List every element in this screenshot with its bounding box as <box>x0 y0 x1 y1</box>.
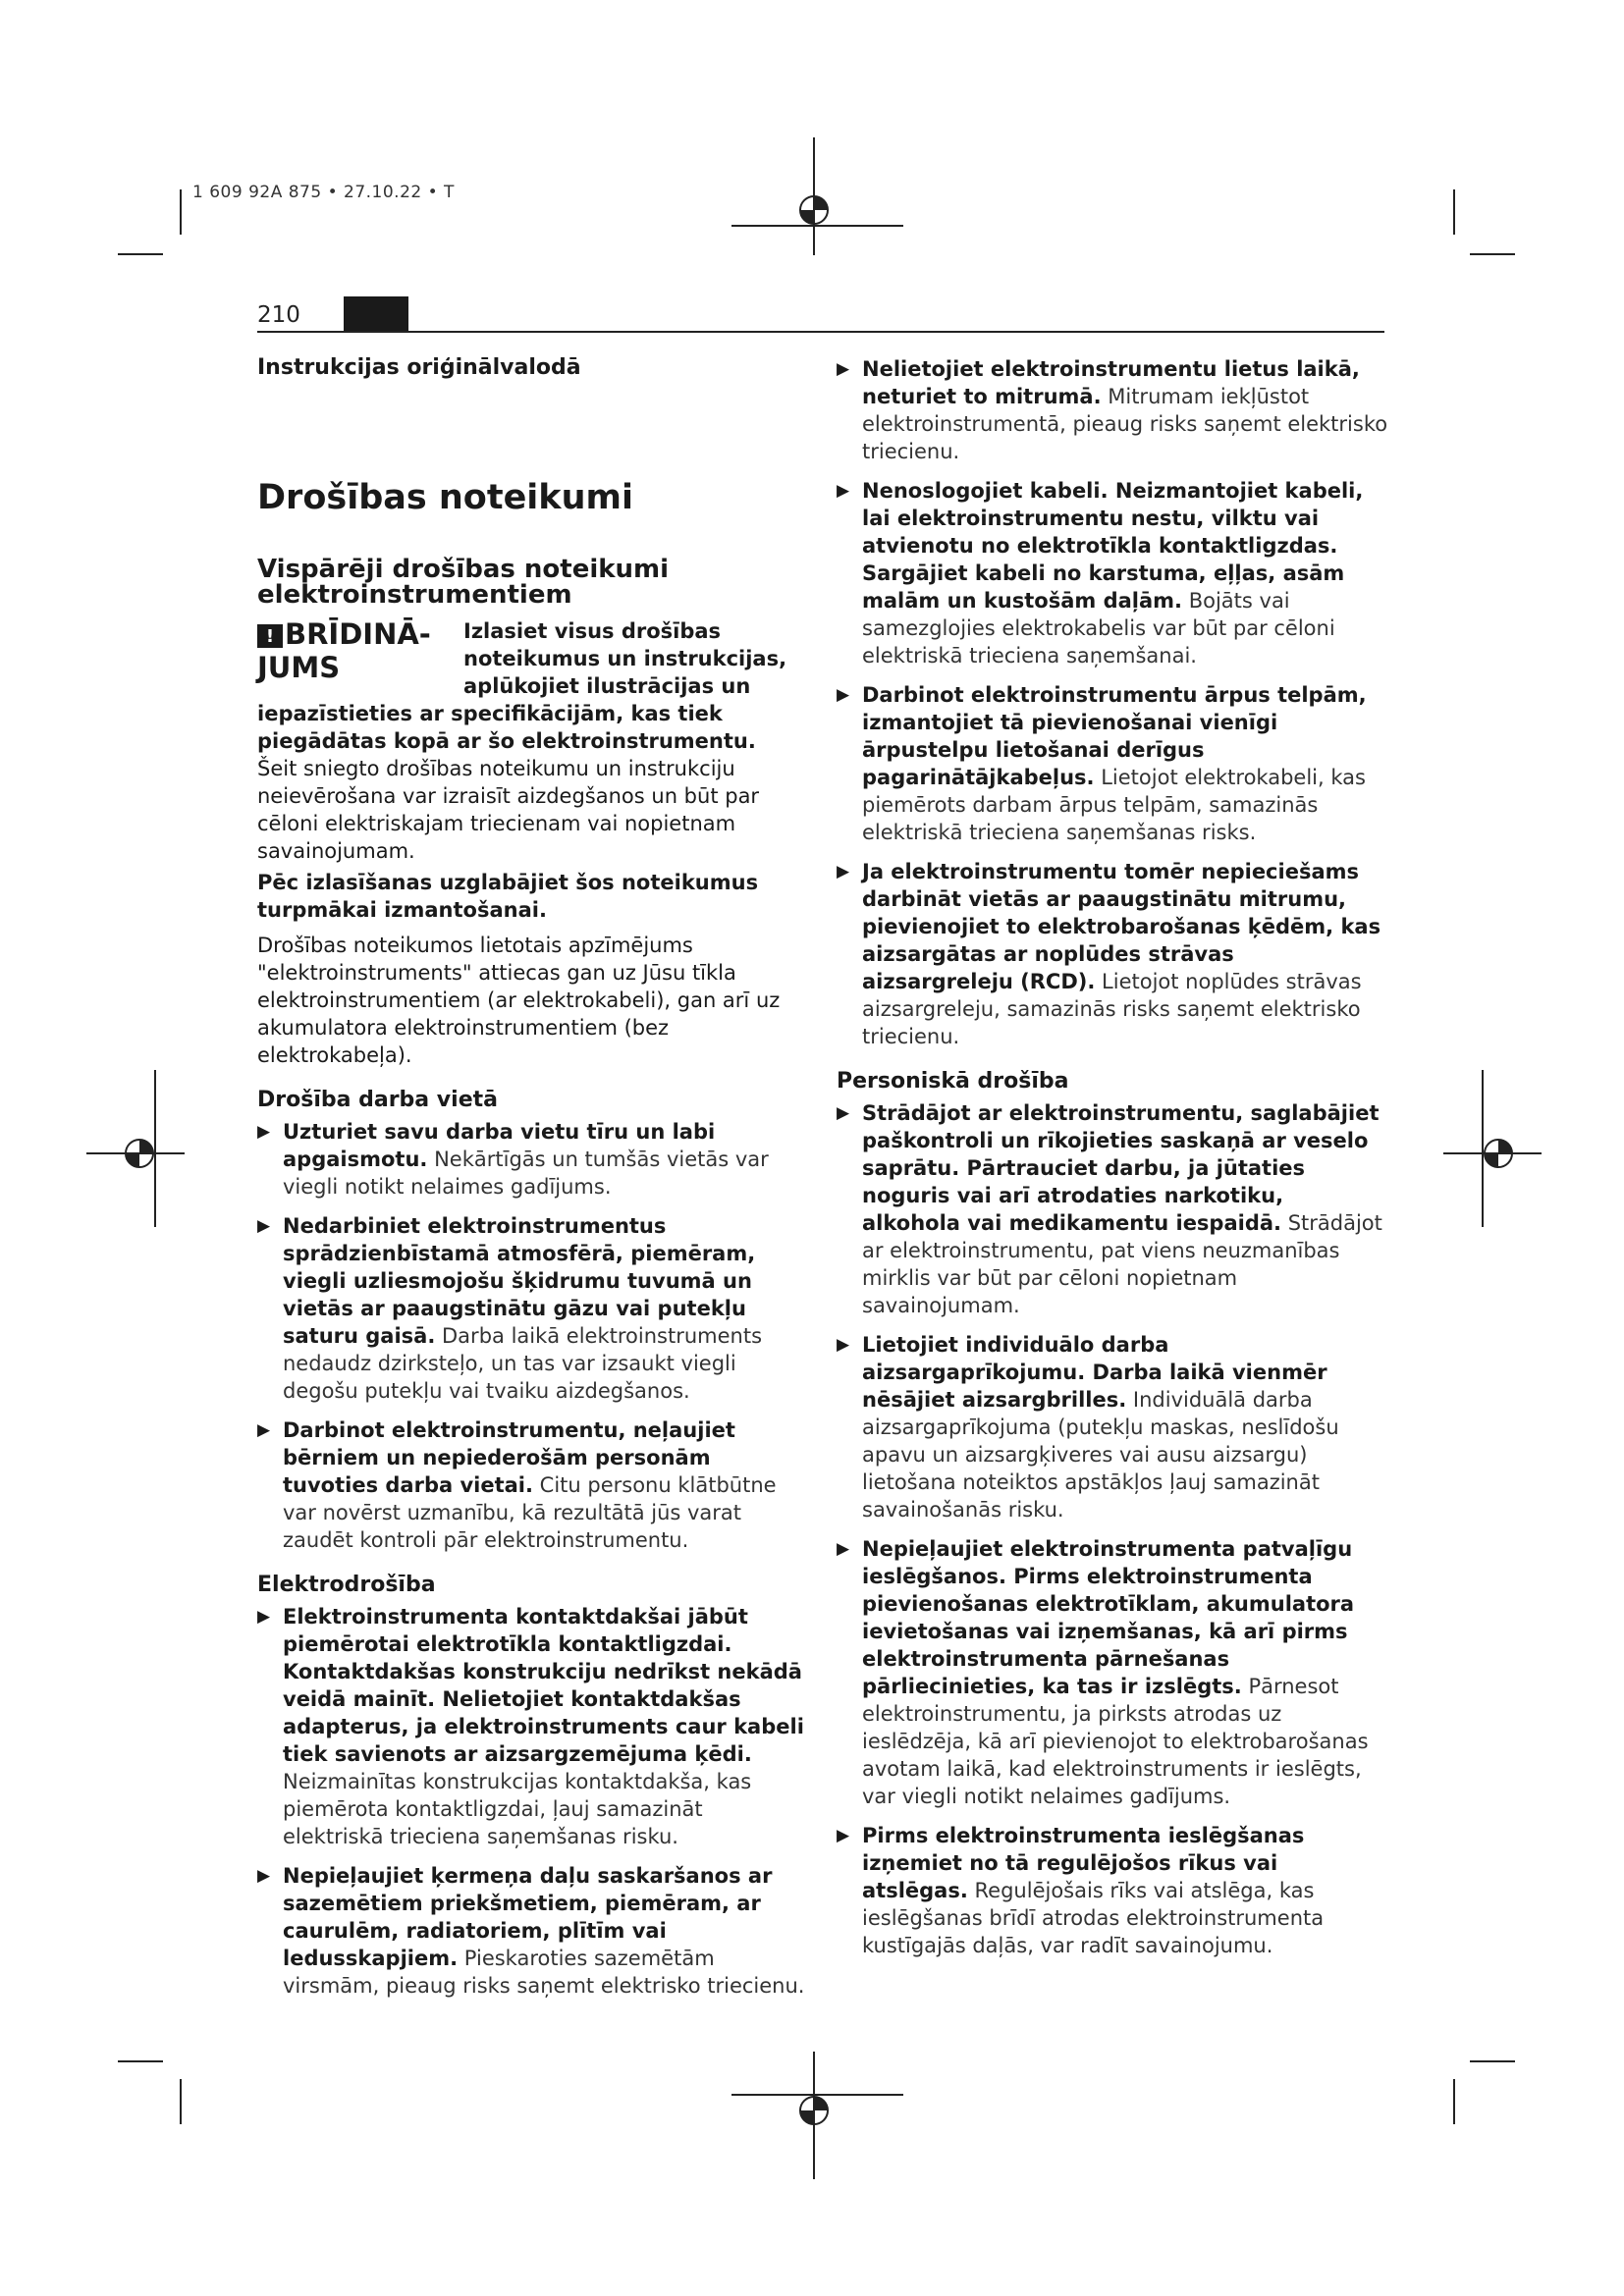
registration-mark-icon <box>731 2052 908 2189</box>
list-item: ▶ Nelietojiet elektroinstrumentu lietus laikā, neturiet to mitrumā. Mitrumam iekļūstot elektroinstrumentā, pieaug risks saņemt elektrisko triecienu. <box>837 357 1388 463</box>
list-item: ▶ Elektroinstrumenta kontaktdakšai jābūt piemērotai elektrotīkla kontaktligzdai. Kontaktdakšas konstrukciju nedrīkst nekādā veidā mainīt. Nelietojiet kontaktdakšas adapterus, ja elektroinstruments caur kabeli tiek savienots ar aizsargzemējuma ķēdi. Neizmainītas konstrukcijas kontaktdakša, kas piemērota kontaktligzdai, ļauj samazināt elektriskā trieciena saņemšanas risku. <box>257 1605 804 1848</box>
crop-mark <box>1470 2060 1515 2062</box>
section-heading-personal: Personiskā drošība <box>837 1069 1069 1094</box>
bullet-icon: ▶ <box>257 1216 271 1236</box>
crop-mark <box>1470 253 1515 255</box>
page-marker-block <box>344 296 408 332</box>
crop-mark <box>1453 189 1455 235</box>
crop-mark <box>118 253 163 255</box>
original-language-note: Instrukcijas oriģinālvalodā <box>257 355 581 380</box>
list-item: ▶ Uzturiet savu darba vietu tīru un labi apgaismotu. Nekārtīgās un tumšās vietās var viegli notikt nelaimes gadījums. <box>257 1120 769 1199</box>
crop-mark <box>180 189 182 235</box>
registration-mark-icon <box>1434 1070 1551 1247</box>
warning-bold-text: Izlasiet visus drošības noteikumus un instrukcijas, aplūkojiet ilustrācijas un iepazīstieties ar specifikācijām, kas tiek piegādātas kopā ar šo elektroinstrumentu. <box>257 619 787 753</box>
section-subtitle: Vispārēji drošības noteikumi elektroinstrumentiem <box>257 555 670 610</box>
definition-text: Drošības noteikumos lietotais apzīmējums "elektroinstruments" attiecas gan uz Jūsu tīkla elektroinstrumentiem (ar elektrokabeli), gan arī uz akumulatora elektroinstrumentiem (bez elektrokabeļa). <box>257 934 781 1067</box>
list-item: ▶ Nedarbiniet elektroinstrumentus sprādzienbīstamā atmosfērā, piemēram, viegli uzliesmojošu šķidrumu tuvumā un vietās ar paaugstinātu gāzu vai putekļu saturu gaisā. Darba laikā elektroinstruments nedaudz dzirksteļo, un tas var izsaukt viegli degošu putekļu vai tvaiku aizdegšanos. <box>257 1214 763 1403</box>
print-info: 1 609 92A 875 • 27.10.22 • T <box>192 183 455 202</box>
header-rule <box>257 331 1384 333</box>
section-heading-work: Drošība darba vietā <box>257 1088 498 1112</box>
bullet-icon: ▶ <box>837 685 850 705</box>
list-item: ▶ Pirms elektroinstrumenta ieslēgšanas izņemiet no tā regulējošos rīkus vai atslēgas. Regulējošais rīks vai atslēga, kas ieslēgšanas brīdī atrodas elektroinstrumenta kustīgajās daļās, var radīt savainojumu. <box>837 1824 1325 1957</box>
crop-mark <box>118 2060 163 2062</box>
left-column <box>257 355 807 2011</box>
bullet-icon: ▶ <box>837 481 850 501</box>
list-item: ▶ Nenoslogojiet kabeli. Neizmantojiet kabeli, lai elektroinstrumentu nestu, vilktu vai atvienotu no elektrotīkla kontaktligzdas. Sargājiet kabeli no karstuma, eļļas, asām malām un kustošām daļām. Bojāts vai samezglojies elektrokabelis var būt par cēloni elektriskā trieciena saņemšanai. <box>837 479 1364 667</box>
list-item: ▶ Nepieļaujiet elektroinstrumenta patvaļīgu ieslēgšanos. Pirms elektroinstrumenta pievienošanas elektrotīklam, akumulatora ievietošanas vai izņemšanas, kā arī pirms elektroinstrumenta pārnešanas pārliecinieties, ka tas ir izslēgts. Pārnesot elektroinstrumentu, ja pirksts atrodas uz ieslēdzēja, kā arī pievienojot to elektrobarošanas avotam laikā, kad elektroinstruments ir ieslēgts, var viegli notikt nelaimes gadījums. <box>837 1537 1369 1808</box>
warning-text: Šeit sniegto drošības noteikumu un instrukciju neievērošana var izraisīt aizdegšanos un būt par cēloni elektriskajam triecienam vai nopietnam savainojumam. <box>257 757 760 863</box>
bullet-icon: ▶ <box>837 359 850 379</box>
list-item: ▶ Nepieļaujiet ķermeņa daļu saskaršanos ar sazemētiem priekšmetiem, piemēram, ar caurulēm, radiatoriem, plītīm vai ledusskapjiem. Pieskaroties sazemētām virsmām, pieaug risks saņemt elektrisko triecienu. <box>257 1864 805 1998</box>
crop-mark <box>1453 2079 1455 2124</box>
warning-block <box>257 617 807 865</box>
bullet-icon: ▶ <box>257 1607 271 1627</box>
list-item: ▶ Strādājot ar elektroinstrumentu, saglabājiet paškontroli un rīkojieties saskaņā ar veselo saprātu. Pārtrauciet darbu, ja jūtaties noguris vai arī atrodaties narkotiku, alkohola vai medikamentu iespaidā. Strādājot ar elektroinstrumentu, pat viens neuzmanības mirklis var būt par cēloni nopietnam savainojumam. <box>837 1101 1382 1317</box>
list-item: ▶ Ja elektroinstrumentu tomēr nepieciešams darbināt vietās ar paaugstinātu mitrumu, pievienojiet to elektrobarošanas ķēdēm, kas aizsargātas ar noplūdes strāvas aizsargreleju (RCD). Lietojot noplūdes strāvas aizsargreleju, samazinās risks saņemt elektrisko triecienu. <box>837 860 1381 1048</box>
registration-mark-icon <box>86 1070 204 1247</box>
bullet-icon: ▶ <box>837 1335 850 1355</box>
warning-triangle-icon: ! <box>257 624 283 648</box>
keep-note: Pēc izlasīšanas uzglabājiet šos noteikumus turpmākai izmantošanai. <box>257 871 759 922</box>
section-title: Drošības noteikumi <box>257 478 633 517</box>
page-number: 210 <box>257 302 300 328</box>
list-item: ▶ Darbinot elektroinstrumentu, neļaujiet bērniem un nepiederošām personām tuvoties darba vietai. Citu personu klātbūtne var novērst uzmanību, kā rezultātā jūs varat zaudēt kontroli pār elektroinstrumentu. <box>257 1418 777 1552</box>
list-item: ▶ Lietojiet individuālo darba aizsargaprīkojumu. Darba laikā vienmēr nēsājiet aizsargbrilles. Individuālā darba aizsargaprīkojuma (putekļu maskas, neslīdošu apavu un aizsargķiveres vai ausu aizsargu) lietošana noteiktos apstākļos ļauj samazināt savainošanās risku. <box>837 1333 1339 1522</box>
registration-mark-icon <box>731 137 908 334</box>
bullet-icon: ▶ <box>257 1866 271 1886</box>
right-column <box>837 355 1388 1971</box>
section-heading-electric: Elektrodrošība <box>257 1573 436 1597</box>
bullet-icon: ▶ <box>837 1539 850 1559</box>
crop-mark <box>180 2079 182 2124</box>
bullet-icon: ▶ <box>837 1103 850 1123</box>
bullet-icon: ▶ <box>837 862 850 881</box>
list-item: ▶ Darbinot elektroinstrumentu ārpus telpām, izmantojiet tā pievienošanai vienīgi ārpustelpu lietošanai derīgus pagarinātājkabeļus. Lietojot elektrokabeli, kas piemērots darbam ārpus telpām, samazinās elektriskā trieciena saņemšanas risks. <box>837 683 1367 844</box>
bullet-icon: ▶ <box>257 1420 271 1440</box>
warning-label: ! BRĪDINĀ-JUMS <box>257 617 431 684</box>
bullet-icon: ▶ <box>257 1122 271 1142</box>
bullet-icon: ▶ <box>837 1826 850 1845</box>
